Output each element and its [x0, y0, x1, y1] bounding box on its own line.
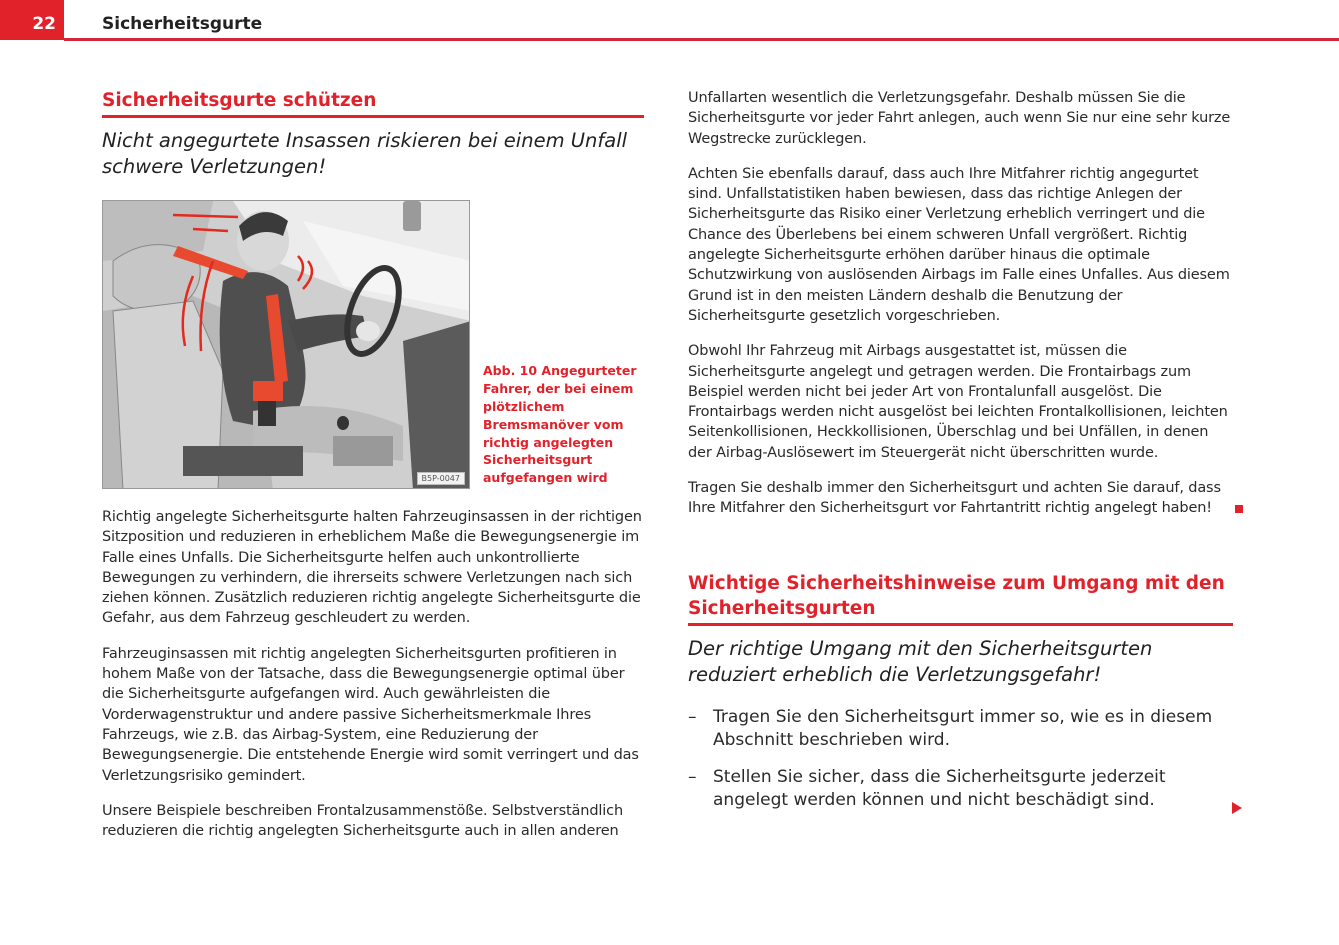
paragraph-text: Tragen Sie deshalb immer den Sicherheitsgurt und achten Sie darauf, dass Ihre Mitfahrer den Sicherheitsgurt vor Fahrtantritt richtig angelegt haben!: [688, 480, 1221, 517]
paragraph: Fahrzeuginsassen mit richtig angelegten Sicherheitsgurten profitieren in hohem Maße von der Tatsache, dass die Bewegungsenergie optimal über die Sicherheitsgurte aufgefangen wird. Auch gewährleisten die Vorderwagenstruktur und andere passive Sicherheitsmerkmale Ihres Fahrzeugs, wie z.B. das Airbag-System, eine Reduzierung der Bewegungsenergie. Die entstehende Energie wird somit verringert und das Verletzungsrisiko gemindert.: [102, 645, 639, 784]
page-number: 22: [0, 0, 64, 40]
bullet-dash: –: [688, 766, 697, 787]
paragraph: Richtig angelegte Sicherheitsgurte halten Fahrzeuginsassen in der richtigen Sitzposition und reduzieren in erheblichem Maße die Bewegungsenergie im Falle eines Unfalls. Die Sicherheitsgurte helfen auch unkontrollierte Bewegungen zu verhindern, die ihrerseits schwere Verletzungen nach sich ziehen können. Zusätzlich reduzieren richtig angelegte Sicherheitsgurte die Gefahr, aus dem Fahrzeug geschleudert zu werden.: [102, 509, 642, 627]
list-item: [688, 706, 1233, 752]
bullet-text: Stellen Sie sicher, dass die Sicherheitsgurte jederzeit angelegt werden können und nicht beschädigt sind.: [713, 766, 1166, 810]
paragraph: Achten Sie ebenfalls darauf, dass auch Ihre Mitfahrer richtig angegurtet sind. Unfallstatistiken haben bewiesen, dass das richtige Anlegen der Sicherheitsgurte das Risiko einer Verletzung erheblich verringert und die Chance des Überlebens bei einem schweren Unfall vergrößert. Richtig angelegte Sicherheitsgurte erhöhen darüber hinaus die optimale Schutzwirkung von auslösenden Airbags im Falle eines Unfalles. Aus diesem Grund ist in den meisten Ländern deshalb die Benutzung der Sicherheitsgurte gesetzlich vorgeschrieben.: [688, 165, 1230, 324]
paragraph-final: [688, 478, 1233, 519]
bullet-dash: –: [688, 706, 697, 727]
bullet-text: Tragen Sie den Sicherheitsgurt immer so, wie es in diesem Abschnitt beschrieben wird.: [713, 706, 1213, 750]
paragraph: Unfallarten wesentlich die Verletzungsgefahr. Deshalb müssen Sie die Sicherheitsgurte vor jeder Fahrt anlegen, auch wenn Sie nur eine sehr kurze Wegstrecke zurücklegen.: [688, 90, 1231, 147]
paragraph: Unsere Beispiele beschreiben Frontalzusammenstöße. Selbstverständlich reduzieren die richtig angelegten Sicherheitsgurte auch in allen anderen: [102, 802, 623, 840]
safety-bullets: [688, 706, 1233, 812]
list-item: [688, 766, 1233, 812]
belted-driver-illustration: [102, 200, 470, 489]
section-end-icon: [1235, 505, 1243, 513]
figure-code: B5P-0047: [417, 472, 465, 485]
section-title-protect: Sicherheitsgurte schützen: [102, 88, 644, 118]
chapter-title: Sicherheitsgurte: [102, 14, 263, 34]
right-body: [688, 88, 1233, 519]
left-body: [102, 507, 644, 841]
figure-caption: Abb. 10 Angegurteter Fahrer, der bei einem plötzlichem Bremsmanöver vom richtig angelegten Sicherheitsgurt aufgefangen wird: [483, 363, 637, 486]
figure-block: [102, 200, 644, 489]
car-interior-image: [103, 201, 470, 489]
paragraph: Obwohl Ihr Fahrzeug mit Airbags ausgestattet ist, müssen die Sicherheitsgurte angelegt und getragen werden. Die Frontairbags zum Beispiel werden nicht bei jeder Art von Frontalunfall ausgelöst. Die Frontairbags werden nicht ausgelöst bei leichten Frontalkollisionen, leichten Seitenkollisionen, Heckkollisionen, Überschlag und bei Unfällen, in denen der Airbag-Auslösewert im Steuergerät nicht überschritten wurde.: [688, 343, 1228, 461]
header-divider: [64, 38, 1339, 41]
left-column: [102, 88, 644, 856]
section-lead-protect: Nicht angegurtete Insassen riskieren bei einem Unfall schwere Verletzungen!: [102, 129, 628, 178]
safety-section: [688, 571, 1233, 812]
right-column: [688, 88, 1233, 826]
continue-arrow-icon: [1232, 802, 1242, 814]
section-lead-safety: Der richtige Umgang mit den Sicherheitsgurten reduziert erheblich die Verletzungsgefahr!: [688, 636, 1153, 686]
section-title-safety: Wichtige Sicherheitshinweise zum Umgang mit den Sicherheitsgurten: [688, 571, 1233, 626]
